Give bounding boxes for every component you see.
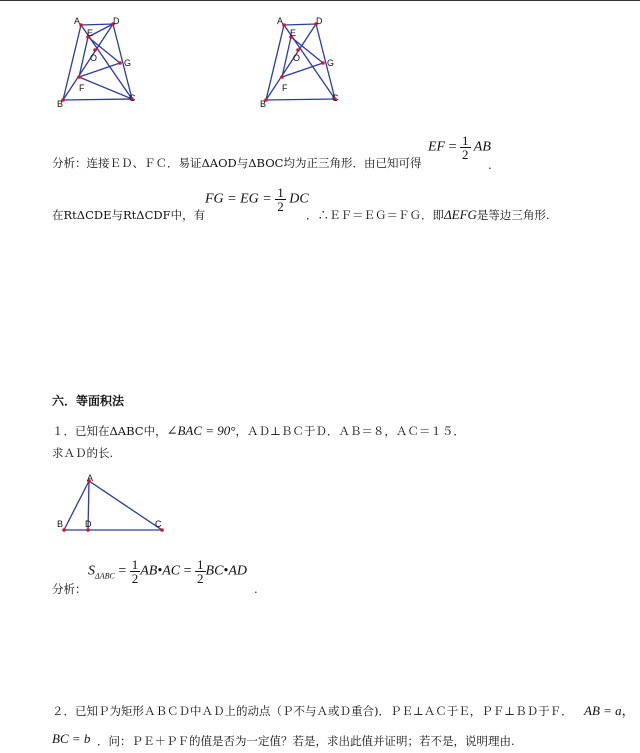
trapezoid-figure-1 [50,12,150,112]
problem-2-line-1: ２．已知Ｐ为矩形ＡＢＣＤ中ＡＤ上的动点（Ｐ不与Ａ或Ｄ重合)．ＰＥ⊥ＡＣ于Ｅ，ＰＦ⊥ＢＤ于Ｆ． [52,704,573,718]
label-E: E [87,28,94,38]
bc-equals-b: BC = b [52,731,91,746]
fraction-half: $\frac{1}{2}$ [277,185,284,214]
formula-ef [428,134,491,161]
fraction-half: $\frac{1}{2}$ [197,557,204,586]
angle-bac: ∠BAC = 90° [166,423,236,438]
problem-1-line-1: １．已知在ΔABC中，∠BAC = 90°，ＡＤ⊥ＢＣ于Ｄ．ＡＢ＝８，ＡＣ＝１５． [52,423,465,438]
label-G: G [124,58,132,68]
label-F: F [282,83,288,93]
top-rule [0,0,640,1]
label-A: A [277,16,284,26]
label-O: O [90,53,98,63]
formula-rhs: AB [473,139,491,155]
label-C: C [129,93,136,103]
term-ab-ac: AB•AC [140,563,181,579]
label-A: A [87,473,94,483]
right-triangle-figure [52,472,172,537]
label-C: C [155,519,162,529]
label-D: D [85,519,92,529]
formula-rhs: DC [289,191,309,207]
triangle-efg: ΔEFG [444,207,477,222]
label-B: B [260,99,267,109]
analysis-line-1: 分析：连接ＥＤ、ＦＣ．易证ΔAOD与ΔBOC均为正三角形．由已知可得 [52,156,422,170]
label-O: O [293,53,301,63]
ab-equals-a: AB = a， [584,703,635,718]
term-bc-ad: BC•AD [205,563,247,579]
label-G: G [327,58,335,68]
label-D: D [316,16,323,26]
problem-1-line-2: 求ＡＤ的长. [52,446,114,460]
fraction-half: $\frac{1}{2}$ [131,557,139,586]
label-B: B [57,519,64,529]
label-F: F [79,83,85,93]
period-2: . [254,582,258,596]
problem-2-line-2: ．问：ＰＥ＋ＰＦ的值是否为一定值？若是，求出此值并证明；若不是，说明理由. [97,734,515,748]
label-E: E [290,28,297,38]
section-heading: 六．等面积法 [52,394,125,408]
label-B: B [57,99,64,109]
label-D: D [113,16,120,26]
formula-lhs: FG = EG = [205,191,272,207]
label-A: A [74,16,81,26]
analysis-2-label: 分析： [52,582,87,596]
analysis-line-2: 在RtΔCDE与RtΔCDF中，有 [52,208,206,222]
label-C: C [332,93,339,103]
formula-lhs: EF [428,139,446,155]
area-formula: $S_{\Delta ABC}$ = $\frac{1}{2}$ AB•AC = $\frac{1}{2}$ BC•AD [88,557,247,586]
formula-eq: = [448,139,457,155]
area-subscript: ΔABC [95,571,115,581]
formula-fg [205,186,309,213]
conclusion-text: ．∴ＥＦ＝ＥＧ＝ＦＧ．即ΔEFG是等边三角形. [306,207,550,222]
period-1: . [488,158,492,172]
area-symbol: S [88,563,95,579]
fraction-half: $\frac{1}{2}$ [462,133,469,162]
trapezoid-figure-2 [253,12,353,112]
